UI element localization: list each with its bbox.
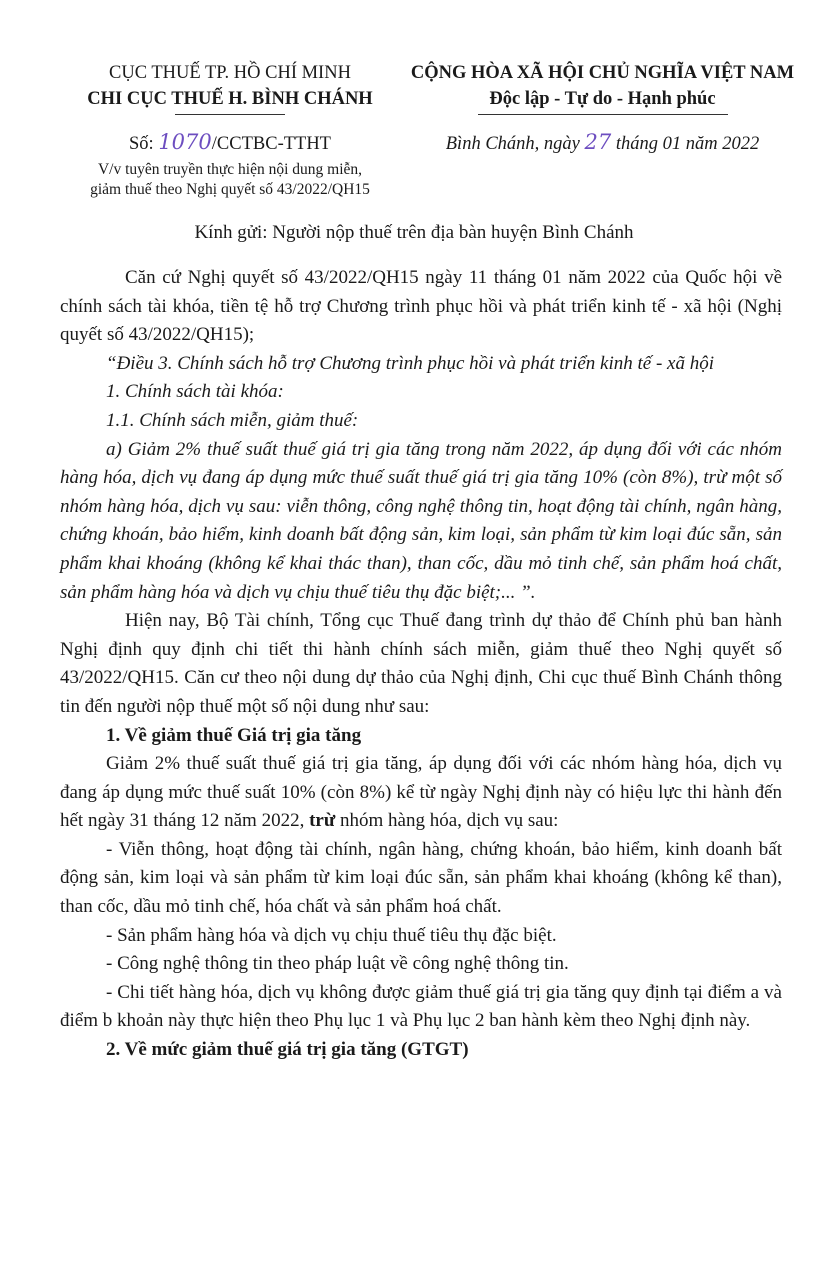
list-item-it: - Công nghệ thông tin theo pháp luật về công nghệ thông tin.: [106, 953, 569, 975]
right-header-underline: [478, 114, 728, 115]
vat-text-part-1: Giảm 2% thuế suất thuế giá trị gia tăng, áp dụng đối với các nhóm hàng hóa, dịch vụ đang áp dụng mức thuế suất 10% (còn 8%) kể từ ngày Nghị định này có hiệu lực thi hành đến hết ngày 31 tháng 12 năm 2022,: [60, 753, 782, 832]
subject-line-1: V/v tuyên truyền thực hiện nội dung miễn,: [97, 161, 363, 178]
section-heading-vat-reduction: 1. Về giảm thuế Giá trị gia tăng: [106, 724, 362, 746]
document-number: [55, 130, 405, 155]
document-number-suffix: /CCTBC-TTHT: [211, 134, 331, 154]
paragraph-vat-reduction: [60, 750, 782, 836]
document-number-prefix: Số:: [129, 134, 159, 154]
quote-article-3: “Điều 3. Chính sách hỗ trợ Chương trình phục hồi và phát triển kinh tế - xã hội: [106, 352, 714, 374]
vat-text-except: trừ: [309, 810, 336, 832]
list-item-excise-goods: - Sản phẩm hàng hóa và dịch vụ chịu thuế tiêu thụ đặc biệt.: [106, 924, 557, 946]
motto: Độc lập - Tự do - Hạnh phúc: [489, 89, 716, 109]
list-item-appendix: - Chi tiết hàng hóa, dịch vụ không được giảm thuế giá trị gia tăng quy định tại điểm a và điểm b khoản này thực hiện theo Phụ lục 1 và Phụ lục 2 ban hành kèm theo Nghị định này.: [60, 981, 782, 1032]
vat-text-part-2: nhóm hàng hóa, dịch vụ sau:: [335, 810, 559, 832]
quote-vat-reduction: a) Giảm 2% thuế suất thuế giá trị gia tăng trong năm 2022, áp dụng đối với các nhóm hàng hóa, dịch vụ đang áp dụng mức thuế suất thuế giá trị gia tăng 10% (còn 8%), trừ một số nhóm hàng hóa, dịch vụ sau: viễn thông, công nghệ thông tin, hoạt động tài chính, ngân hàng, chứng khoán, bảo hiểm, kinh doanh bất động sản, kim loại, sản phẩm từ kim loại đúc sẵn, sản phẩm khai khoáng (không kể khai thác than), than cốc, dầu mỏ tinh chế, sản phẩm hoá chất, sản phẩm hàng hóa và dịch vụ chịu thuế tiêu thụ đặc biệt;... ”.: [60, 438, 782, 603]
handwritten-number: 1070: [158, 130, 212, 154]
date-suffix: tháng 01 năm 2022: [611, 134, 760, 154]
recipient-line: Kính gửi: Người nộp thuế trên địa bàn huyện Bình Chánh: [194, 222, 634, 243]
document-subject: [55, 160, 405, 200]
handwritten-day: 27: [584, 130, 612, 154]
document-date: [405, 130, 800, 155]
left-header-underline: [175, 114, 285, 115]
section-heading-vat-rate: 2. Về mức giảm thuế giá trị gia tăng (GTGT): [106, 1039, 469, 1061]
date-prefix: Bình Chánh, ngày: [445, 134, 585, 154]
national-motto: [405, 60, 800, 115]
quote-tax-exemption: 1.1. Chính sách miễn, giảm thuế:: [106, 409, 359, 431]
paragraph-current-status: Hiện nay, Bộ Tài chính, Tổng cục Thuế đang trình dự thảo để Chính phủ ban hành Nghị định quy định chi tiết thi hành chính sách miễn, giảm thuế theo Nghị quyết số 43/2022/QH15. Căn cư theo nội dung dự thảo của Nghị định, Chi cục thuế Bình Chánh thông tin đến người nộp thuế một số nội dung như sau:: [60, 610, 782, 717]
country-name: CỘNG HÒA XÃ HỘI CHỦ NGHĨA VIỆT NAM: [410, 63, 795, 83]
list-item-excluded-sectors: - Viễn thông, hoạt động tài chính, ngân hàng, chứng khoán, bảo hiểm, kinh doanh bất động sản, kim loại và sản phẩm từ kim loại đúc sẵn, sản phẩm khai khoáng (không kể than), than cốc, dầu mỏ tinh chế, hóa chất và sản phẩm hoá chất.: [60, 838, 782, 918]
quote-fiscal-policy: 1. Chính sách tài khóa:: [106, 381, 284, 403]
subject-line-2: giảm thuế theo Nghị quyết số 43/2022/QH15: [90, 181, 370, 198]
parent-agency: CỤC THUẾ TP. HỒ CHÍ MINH: [109, 63, 351, 83]
issuing-agency: CHI CỤC THUẾ H. BÌNH CHÁNH: [87, 89, 373, 109]
document-body: [60, 264, 782, 1065]
issuing-authority: [55, 60, 405, 115]
paragraph-legal-basis: Căn cứ Nghị quyết số 43/2022/QH15 ngày 11 tháng 01 năm 2022 của Quốc hội về chính sách tài khóa, tiền tệ hỗ trợ Chương trình phục hồi và phát triển kinh tế - xã hội (Nghị quyết số 43/2022/QH15);: [60, 267, 782, 346]
